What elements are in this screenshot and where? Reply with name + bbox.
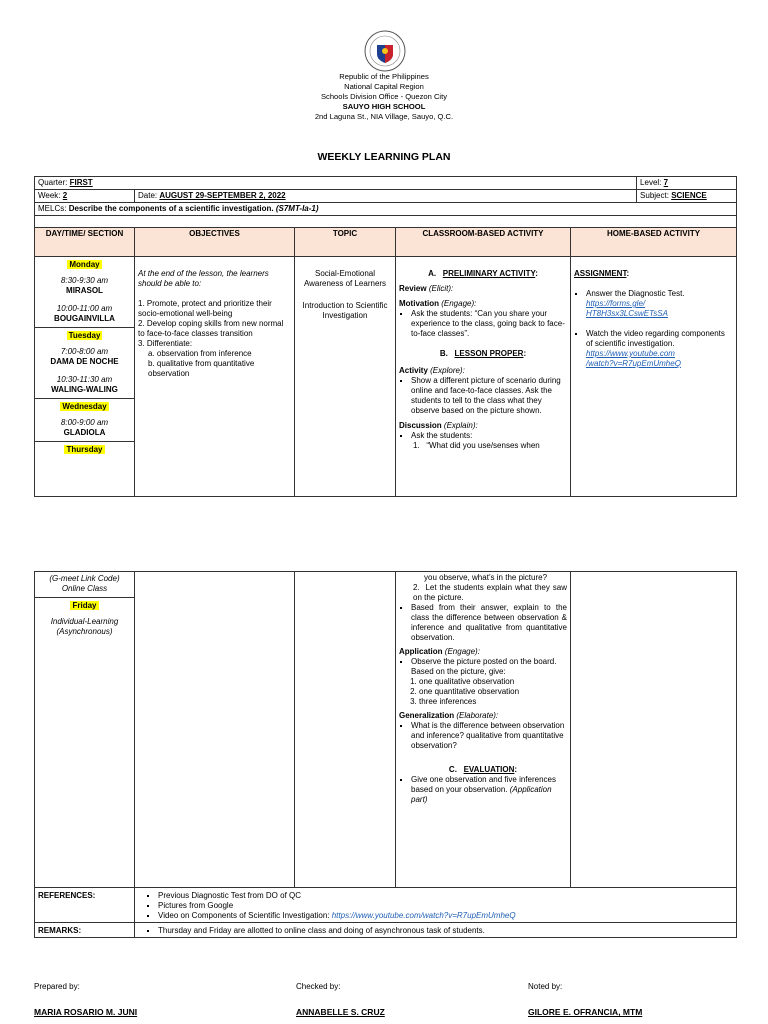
- diagnostic-test-link-cont[interactable]: HT8H3sx3LCswETsSA: [586, 309, 668, 318]
- col-header-home: HOME-BASED ACTIVITY: [571, 228, 737, 257]
- discussion-question-1: 1. “What did you use/senses when: [413, 441, 540, 450]
- melcs-row: [35, 203, 737, 216]
- home-item-text: Answer the Diagnostic Test.: [586, 289, 685, 298]
- section-name: GLADIOLA: [63, 428, 106, 437]
- col-header-classroom: CLASSROOM-BASED ACTIVITY: [396, 228, 571, 257]
- evaluation-text: Give one observation and five inferences based on your observation.: [411, 775, 556, 794]
- motivation-phase: (Engage):: [441, 299, 477, 308]
- melcs-code: (S7MT-Ia-1): [275, 204, 319, 213]
- school-name: SAUYO HIGH SCHOOL: [342, 102, 426, 111]
- topic-cell: [295, 572, 396, 888]
- section-c-title: EVALUATION: [463, 765, 515, 774]
- review-label: [399, 284, 567, 294]
- review-title: Review: [399, 284, 427, 293]
- checked-by-name: ANNABELLE S. CRUZ: [296, 1007, 385, 1017]
- quarter-value: FIRST: [69, 178, 93, 187]
- day-tuesday: [35, 327, 134, 398]
- discussion-question-text: “What did you use/senses when: [426, 441, 540, 450]
- reference-video-link[interactable]: https://www.youtube.com/watch?v=R7upEmUmheQ: [331, 911, 516, 920]
- generalization-item: ▪ What is the difference between observation and inference? qualitative from quantitative observation?: [411, 721, 567, 751]
- time-slot: 10:00-11:00 am: [56, 304, 113, 313]
- remarks-cell: [135, 923, 737, 938]
- gmeet-code-label: (G-meet Link Code): [49, 574, 120, 583]
- discussion-item: ▪ Ask the students:: [411, 431, 567, 441]
- activity-label: [399, 366, 567, 376]
- melcs-text: Describe the components of a scientific investigation.: [68, 204, 274, 213]
- objective-subitem: a. observation from inference: [148, 349, 252, 358]
- activity-item: ▪ Show a different picture of scenario during online and face-to-face classes. Ask the students to tell to the class what they observe based on the picture shown.: [411, 376, 567, 416]
- week-label: Week:: [38, 191, 61, 200]
- reference-item: [158, 911, 733, 921]
- quarter-row: [35, 177, 737, 190]
- objective-item: 3. Differentiate:: [138, 339, 193, 348]
- section-b-title: LESSON PROPER: [454, 349, 524, 358]
- plan-row: [35, 257, 737, 497]
- topic-item: Social-Emotional Awareness of Learners: [303, 269, 387, 288]
- objectives-cell: [135, 572, 295, 888]
- evaluation-item: [411, 775, 567, 805]
- melcs-label: MELCs:: [38, 204, 67, 213]
- section-name: DAMA DE NOCHE: [50, 357, 119, 366]
- discussion-question-cont: you observe, what’s in the picture?: [424, 573, 548, 582]
- section-name: WALING-WALING: [51, 385, 118, 394]
- col-header-objectives: OBJECTIVES: [135, 228, 295, 257]
- deped-seal-icon: [364, 30, 406, 72]
- day-label: Tuesday: [68, 331, 101, 340]
- objectives-cell: [135, 257, 295, 497]
- col-header-day: DAY/TIME/ SECTION: [35, 228, 135, 257]
- objective-item: 2. Develop coping skills from new normal to face-to-face classes transition: [138, 319, 284, 338]
- application-label: [399, 647, 567, 657]
- classroom-activity-cell: [396, 572, 571, 888]
- evaluation-note: (Application part): [411, 785, 552, 804]
- letterhead-line: Republic of the Philippines: [339, 72, 429, 81]
- activity-phase: (Explore):: [430, 366, 465, 375]
- day-time-section-cell: [35, 572, 135, 888]
- objective-item: 1. Promote, protect and prioritize their socio-emotional well-being: [138, 299, 272, 318]
- reference-video-text: Video on Components of Scientific Investigation:: [158, 911, 332, 920]
- time-slot: 8:30-9:30 am: [60, 276, 109, 285]
- generalization-label: [399, 711, 567, 721]
- generalization-title: Generalization: [399, 711, 455, 720]
- section-a-title: PRELIMINARY ACTIVITY: [442, 269, 536, 278]
- noted-by-name: GILORE E. OFRANCIA, MTM: [528, 1007, 643, 1017]
- week-value: 2: [62, 191, 68, 200]
- classroom-activity-cell: [396, 257, 571, 497]
- quarter-label: Quarter:: [38, 178, 68, 187]
- date-label: Date:: [138, 191, 158, 200]
- topic-cell: [295, 257, 396, 497]
- application-phase: (Engage):: [444, 647, 480, 656]
- home-item: [586, 289, 733, 319]
- application-list-item: 2. one quantitative observation: [419, 687, 567, 697]
- discussion-phase: (Explain):: [443, 421, 478, 430]
- section-c-letter: C.: [448, 765, 457, 774]
- time-slot: 10:30-11:30 am: [56, 375, 113, 384]
- motivation-item: ▪ Ask the students: “Can you share your experience to the class, going back to face-to-face classes”.: [411, 309, 567, 339]
- application-list-item: 3. three inferences: [419, 697, 567, 707]
- page-title: WEEKLY LEARNING PLAN: [317, 151, 451, 163]
- level-value: 7: [663, 178, 669, 187]
- prepared-by-label: Prepared by:: [34, 982, 80, 991]
- discussion-question-2: 2. Let the students explain what they saw on the picture.: [413, 583, 567, 602]
- day-time-section-cell: [35, 257, 135, 497]
- online-class-block: [35, 572, 134, 597]
- day-wednesday: [35, 398, 134, 441]
- day-label: Thursday: [66, 445, 103, 454]
- references-cell: [135, 888, 737, 923]
- discussion-question-text: Let the students explain what they saw on the picture.: [413, 583, 567, 602]
- remarks-label: REMARKS:: [35, 923, 135, 938]
- reference-item: ▪ Previous Diagnostic Test from DO of QC: [158, 891, 733, 901]
- application-title: Application: [399, 647, 443, 656]
- video-link[interactable]: https://www.youtube.com: [586, 349, 675, 358]
- assignment-title: ASSIGNMENT: [574, 269, 627, 278]
- section-b-letter: B.: [439, 349, 448, 358]
- day-label: Friday: [72, 601, 97, 610]
- assignment-heading: ASSIGNMENT:: [574, 269, 630, 278]
- day-label: Monday: [69, 260, 100, 269]
- home-activity-cell: [571, 257, 737, 497]
- section-c-heading: C. EVALUATION:: [448, 765, 518, 774]
- discussion-label: [399, 421, 567, 431]
- explanation-item: ▪ Based from their answer, explain to the class the difference between observation & inference and qualitative from quantitative observation.: [411, 603, 567, 643]
- remarks-row: [35, 923, 737, 938]
- online-class-label: Online Class: [61, 584, 108, 593]
- application-list-item: 1. one qualitative observation: [419, 677, 567, 687]
- motivation-title: Motivation: [399, 299, 439, 308]
- section-name: BOUGAINVILLA: [54, 314, 115, 323]
- friday-note: Individual-Learning (Asynchronous): [50, 617, 119, 636]
- topic-item: Introduction to Scientific Investigation: [302, 301, 388, 320]
- references-label: REFERENCES:: [35, 888, 135, 923]
- section-a-heading: A. PRELIMINARY ACTIVITY:: [428, 269, 538, 278]
- remarks-text: ▪ Thursday and Friday are allotted to online class and doing of asynchronous task of students.: [158, 926, 733, 936]
- motivation-label: [399, 299, 567, 309]
- week-row: [35, 190, 737, 203]
- column-header-row: [35, 228, 737, 257]
- subject-value: SCIENCE: [671, 191, 707, 200]
- spacer-row: [35, 216, 737, 228]
- home-item-text: Watch the video regarding components of scientific investigation.: [586, 329, 725, 348]
- letterhead: [0, 72, 768, 122]
- home-activity-cell: [571, 572, 737, 888]
- checked-by-label: Checked by:: [296, 982, 341, 991]
- home-item: [586, 329, 733, 369]
- weekly-plan-table: [34, 176, 737, 497]
- letterhead-line: Schools Division Office - Quezon City: [320, 92, 448, 101]
- time-slot: 8:00-9:00 am: [60, 418, 109, 427]
- review-phase: (Elicit):: [428, 284, 454, 293]
- section-b-heading: B. LESSON PROPER:: [439, 349, 527, 358]
- weekly-plan-table-continued: [34, 571, 737, 938]
- diagnostic-test-link[interactable]: https://forms.gle/: [586, 299, 646, 308]
- application-item: ▪ Observe the picture posted on the board. Based on the picture, give:: [411, 657, 567, 677]
- subject-label: Subject:: [640, 191, 669, 200]
- objective-subitem: b. qualitative from quantitative observation: [148, 359, 255, 378]
- section-a-letter: A.: [428, 269, 437, 278]
- day-friday: [35, 597, 134, 640]
- day-thursday: [35, 441, 134, 458]
- col-header-topic: TOPIC: [295, 228, 396, 257]
- school-address: 2nd Laguna St., NIA Village, Sauyo, Q.C.: [314, 112, 454, 121]
- time-slot: 7:00-8:00 am: [60, 347, 109, 356]
- references-row: [35, 888, 737, 923]
- day-label: Wednesday: [62, 402, 107, 411]
- noted-by-label: Noted by:: [528, 982, 563, 991]
- section-name: MIRASOL: [66, 286, 103, 295]
- prepared-by-name: MARIA ROSARIO M. JUNI: [34, 1007, 138, 1017]
- date-value: AUGUST 29-SEPTEMBER 2, 2022: [159, 191, 286, 200]
- day-monday: [35, 257, 134, 327]
- reference-item: ▪ Pictures from Google: [158, 901, 733, 911]
- video-link-cont[interactable]: /watch?v=R7upEmUmheQ: [586, 359, 681, 368]
- objectives-intro: At the end of the lesson, the learners should be able to:: [138, 269, 269, 288]
- letterhead-line: National Capital Region: [344, 82, 424, 91]
- discussion-title: Discussion: [399, 421, 442, 430]
- generalization-phase: (Elaborate):: [456, 711, 499, 720]
- level-label: Level:: [640, 178, 662, 187]
- activity-title: Activity: [399, 366, 428, 375]
- plan-row-continued: [35, 572, 737, 888]
